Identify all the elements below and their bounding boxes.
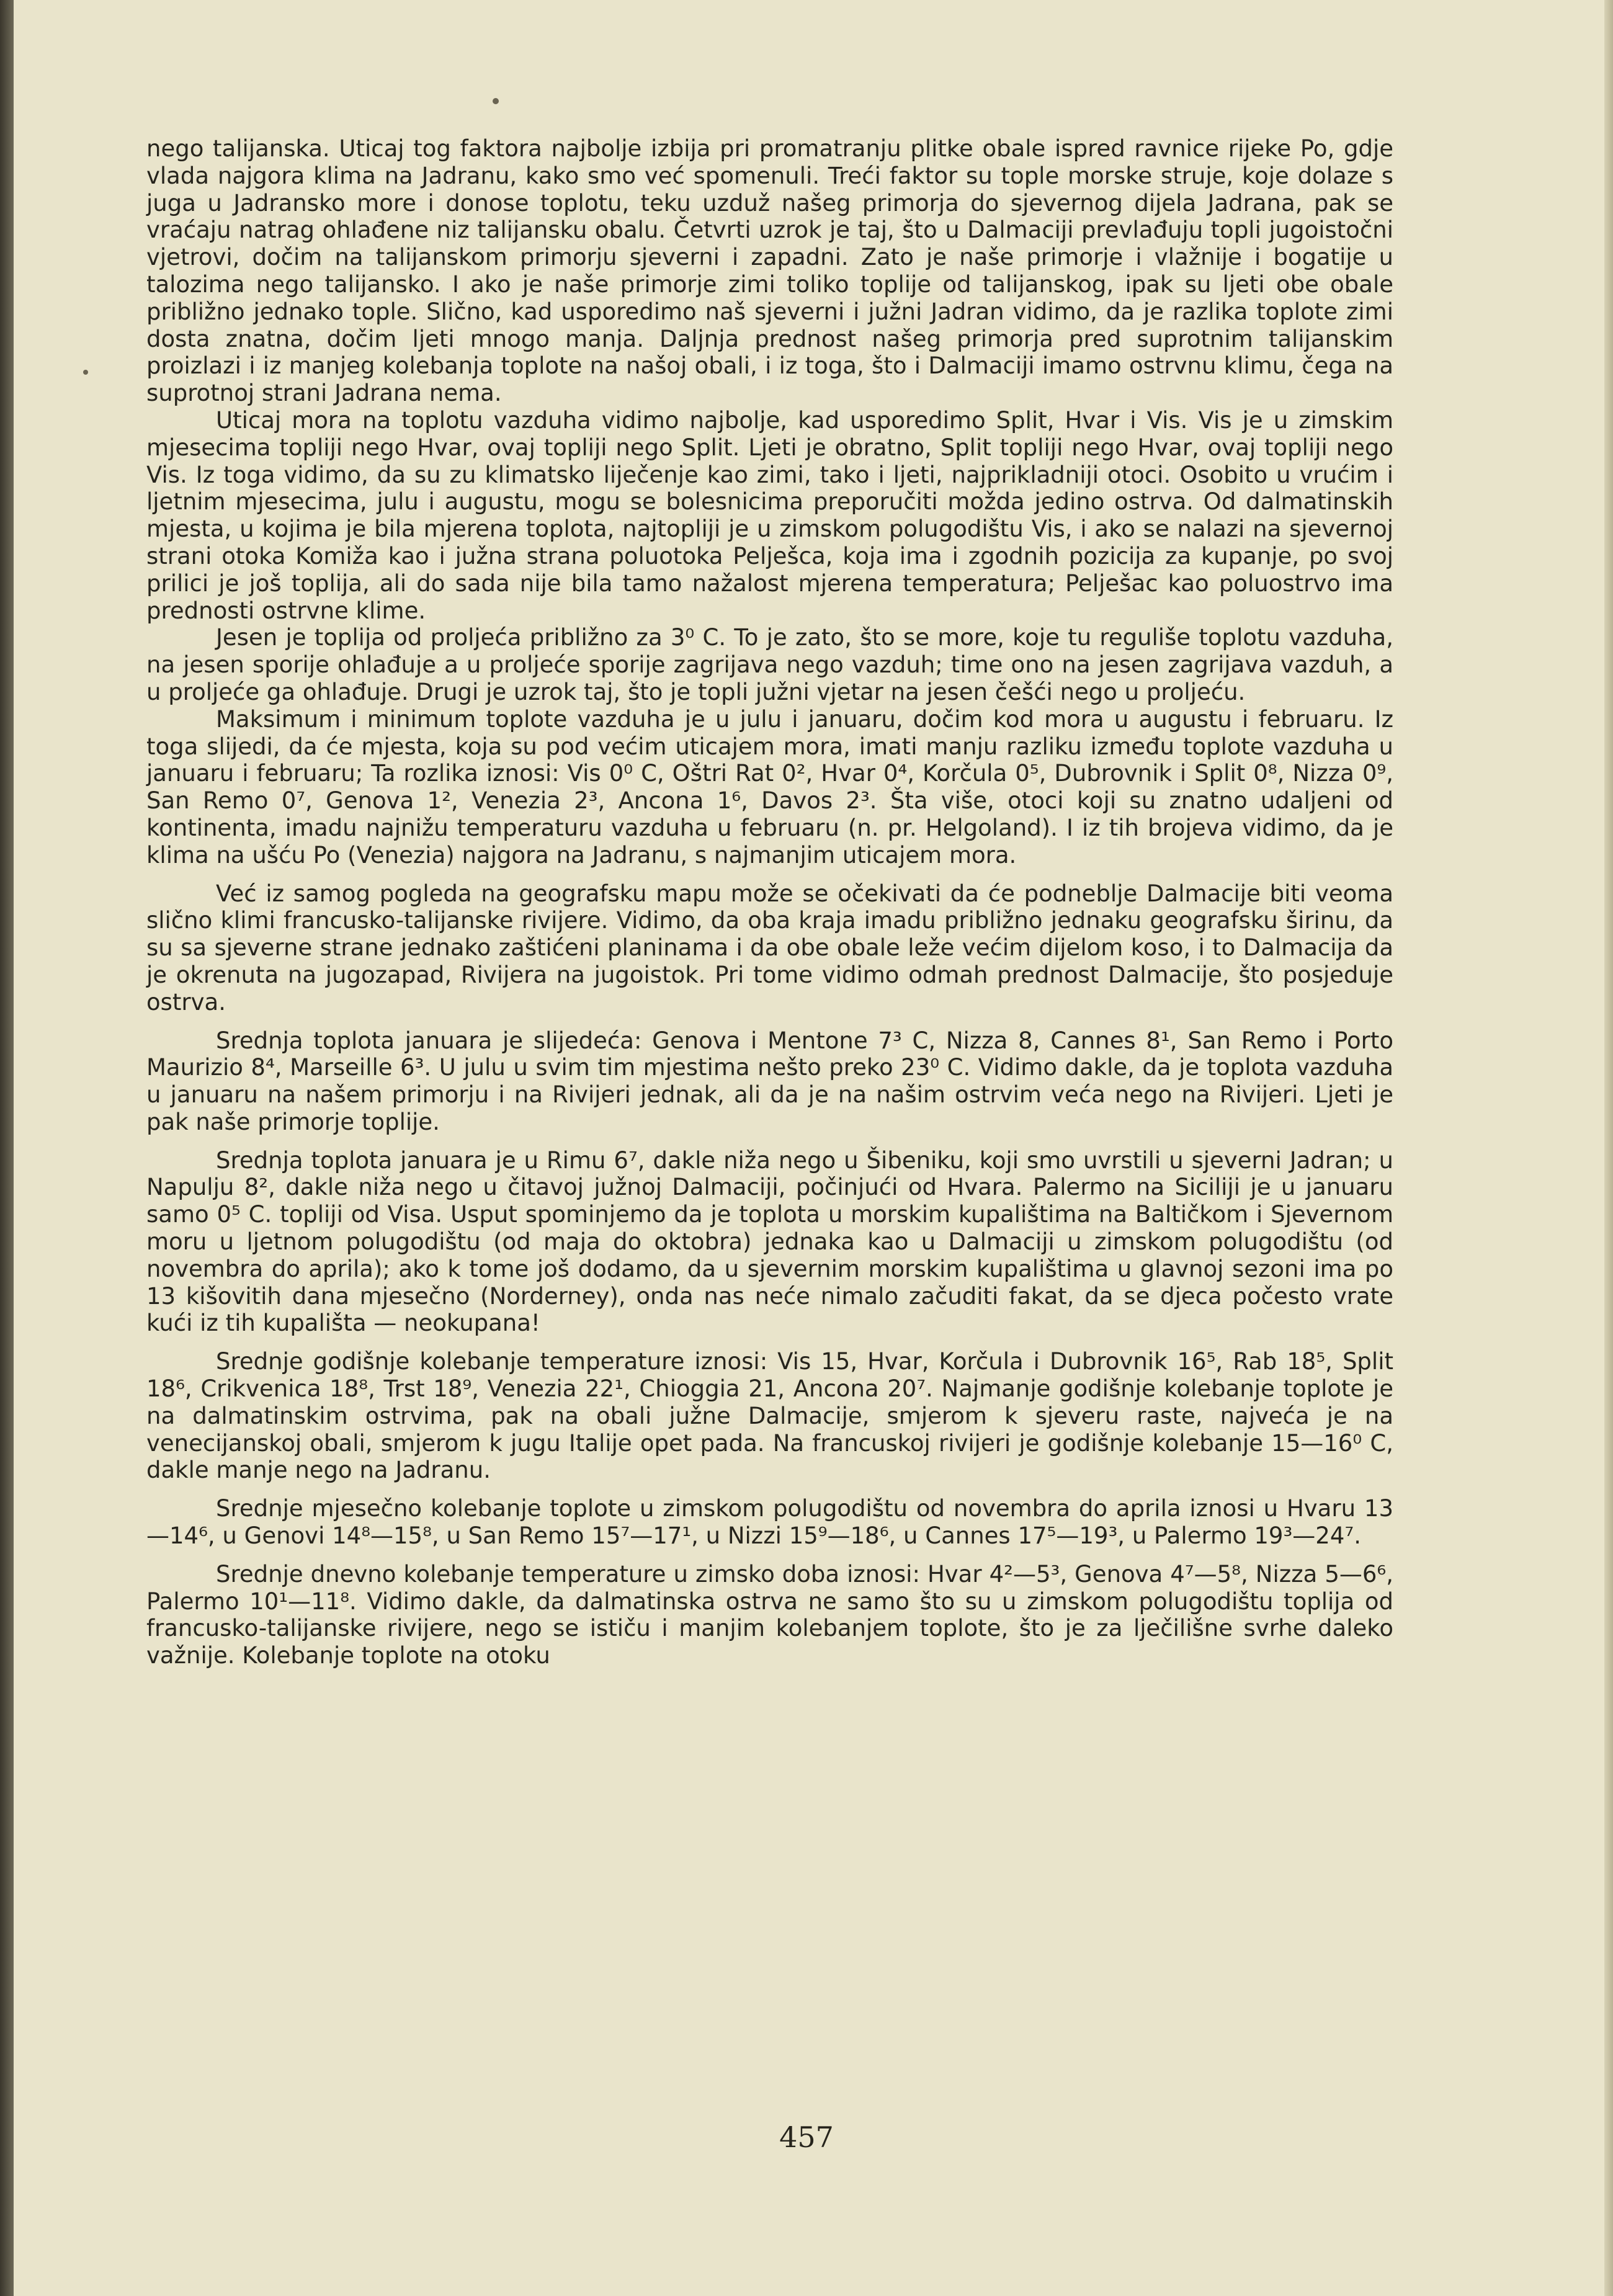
scan-speck <box>493 98 499 104</box>
paragraph-8: Srednje mjesečno kolebanje toplote u zimskom polugodištu od novembra do aprila iznosi u Hvaru 13—14⁶, u Genovi 14⁸—15⁸, u San Remo 15⁷—17¹, u Nizzi 15⁹—18⁶, u Cannes 17⁵—19³, u Palermo 19³—24⁷. <box>146 1495 1393 1550</box>
paragraph-3: Maksimum i minimum toplote vazduha je u julu i januaru, dočim kod mora u augustu i februaru. Iz toga slijedi, da će mjesta, koja su pod većim uticajem mora, imati manju razliku između toplote vazduha u januaru i februaru; Ta rozlika iznosi: Vis 0⁰ C, Oštri Rat 0², Hvar 0⁴, Korčula 0⁵, Dubrovnik i Split 0⁸, Nizza 0⁹, San Remo 0⁷, Genova 1², Venezia 2³, Ancona 1⁶, Davos 2³. Šta više, otoci koji su znatno udaljeni od kontinenta, imadu najnižu temperaturu vazduha u februaru (n. pr. Helgoland). I iz tih brojeva vidimo, da je klima na ušću Po (Venezia) najgora na Jadranu, s najmanjim uticajem mora. <box>146 705 1393 869</box>
paragraph-5: Srednja toplota januara je slijedeća: Genova i Mentone 7³ C, Nizza 8, Cannes 8¹, San Remo i Porto Maurizio 8⁴, Marseille 6³. U julu u svim tim mjestima nešto preko 23⁰ C. Vidimo dakle, da je toplota vazduha u januaru na našem primorju i na Rivijeri jednak, ali da je na našim ostrvim veća nego na Rivijeri. Ljeti je pak naše primorje toplije. <box>146 1027 1393 1135</box>
paragraph-6: Srednja toplota januara je u Rimu 6⁷, dakle niža nego u Šibeniku, koji smo uvrstili u sjeverni Jadran; u Napulju 8², dakle niža nego u čitavoj južnoj Dalmaciji, počinjući od Hvara. Palermo na Siciliji je u januaru samo 0⁵ C. topliji od Visa. Usput spominjemo da je toplota u morskim kupalištima na Baltičkom i Sjevernom moru u ljetnom polugodištu (od maja do oktobra) jednaka kao u Dalmaciji u zimskom polugodištu (od novembra do aprila); ako k tome još dodamo, da u sjevernim morskim kupalištima u glavnoj sezoni ima po 13 kišovitih dana mjesečno (Norderney), onda nas neće nimalo začuditi fakat, da se djeca počesto vrate kući iz tih kupališta — neokupana! <box>146 1146 1393 1337</box>
paragraph-7: Srednje godišnje kolebanje temperature iznosi: Vis 15, Hvar, Korčula i Dubrovnik 16⁵, Rab 18⁵, Split 18⁶, Crikvenica 18⁸, Trst 18⁹, Venezia 22¹, Chioggia 21, Ancona 20⁷. Najmanje godišnje kolebanje toplote je na dalmatinskim ostrvima, pak na obali južne Dalmacije, smjerom k sjeveru raste, najveća je na venecijanskoj obali, smjerom k jugu Italije opet pada. Na francuskoj rivijeri je godišnje kolebanje 15—16⁰ C, dakle manje nego na Jadranu. <box>146 1348 1393 1484</box>
paragraph-9: Srednje dnevno kolebanje temperature u zimsko doba iznosi: Hvar 4²—5³, Genova 4⁷—5⁸, Nizza 5—6⁶, Palermo 10¹—11⁸. Vidimo dakle, da dalmatinska ostrva ne samo što su u zimskom polugodištu toplija od francusko-talijanske rivijere, nego se ističu i manjim kolebanjem toplote, što je za lječilišne svrhe daleko važnije. Kolebanje toplote na otoku <box>146 1560 1393 1669</box>
scan-binding-edge <box>0 0 14 2296</box>
paragraph-1: Uticaj mora na toplotu vazduha vidimo najbolje, kad usporedimo Split, Hvar i Vis. Vis je u zimskim mjesecima topliji nego Hvar, ovaj topliji nego Split. Ljeti je obratno, Split topliji nego Hvar, ovaj topliji nego Vis. Iz toga vidimo, da su zu klimatsko liječenje kao zimi, tako i ljeti, najprikladniji otoci. Osobito u vrućim i ljetnim mjesecima, julu i augustu, mogu se bolesnicima preporučiti možda jedino ostrva. Od dalmatinskih mjesta, u kojima je bila mjerena toplota, najtopliji je u zimskom polugodištu Vis, i ako se nalazi na sjevernoj strani otoka Komiža kao i južna strana poluotoka Pelješca, koja ima i zgodnih pozicija za kupanje, po svoj prilici je još toplija, ali do sada nije bila tamo nažalost mjerena temperatura; Pelješac kao poluostrvo ima prednosti ostrvne klime. <box>146 406 1393 624</box>
body-text <box>146 135 1393 1669</box>
paragraph-4: Već iz samog pogleda na geografsku mapu može se očekivati da će podneblje Dalmacije biti veoma slično klimi francusko-talijanske rivijere. Vidimo, da oba kraja imadu približno jednaku geografsku širinu, da su sa sjeverne strane jednako zaštićeni planinama i da obe obale leže većim dijelom koso, i to Dalmacija da je okrenuta na jugozapad, Rivijera na jugoistok. Pri tome vidimo odmah prednost Dalmacije, što posjeduje ostrva. <box>146 880 1393 1016</box>
paragraph-0: nego talijanska. Uticaj tog faktora najbolje izbija pri promatranju plitke obale ispred ravnice rijeke Po, gdje vlada najgora klima na Jadranu, kako smo već spomenuli. Treći faktor su tople morske struje, koje dolaze s juga u Jadransko more i donose toplotu, teku uzduž našeg primorja do sjevernog dijela Jadrana, pak se vraćaju natrag ohlađene niz talijansku obalu. Četvrti uzrok je taj, što u Dalmaciji prevlađuju topli jugoistočni vjetrovi, dočim na talijanskom primorju sjeverni i zapadni. Zato je naše primorje i vlažnije i bogatije u talozima nego talijansko. I ako je naše primorje zimi toliko toplije od talijanskog, ipak su ljeti obe obale približno jednako tople. Slično, kad usporedimo naš sjeverni i južni Jadran vidimo, da je razlika toplote zimi dosta znatna, dočim ljeti mnogo manja. Daljnja prednost našeg primorja pred suprotnim talijanskim proizlazi i iz manjeg kolebanja toplote na našoj obali, i iz toga, što i Dalmaciji imamo ostrvnu klimu, čega na suprotnoj strani Jadrana nema. <box>146 135 1393 407</box>
scan-speck <box>83 370 88 375</box>
page-right-edge <box>1604 0 1613 2296</box>
paragraph-2: Jesen je toplija od proljeća približno za 3⁰ C. To je zato, što se more, koje tu reguliše toplotu vazduha, na jesen sporije ohlađuje a u proljeće sporije zagrijava nego vazduh; time ono na jesen zagrijava vazduh, a u proljeće ga ohlađuje. Drugi je uzrok taj, što je topli južni vjetar na jesen češći nego u proljeću. <box>146 624 1393 705</box>
page-number: 457 <box>779 2120 834 2154</box>
